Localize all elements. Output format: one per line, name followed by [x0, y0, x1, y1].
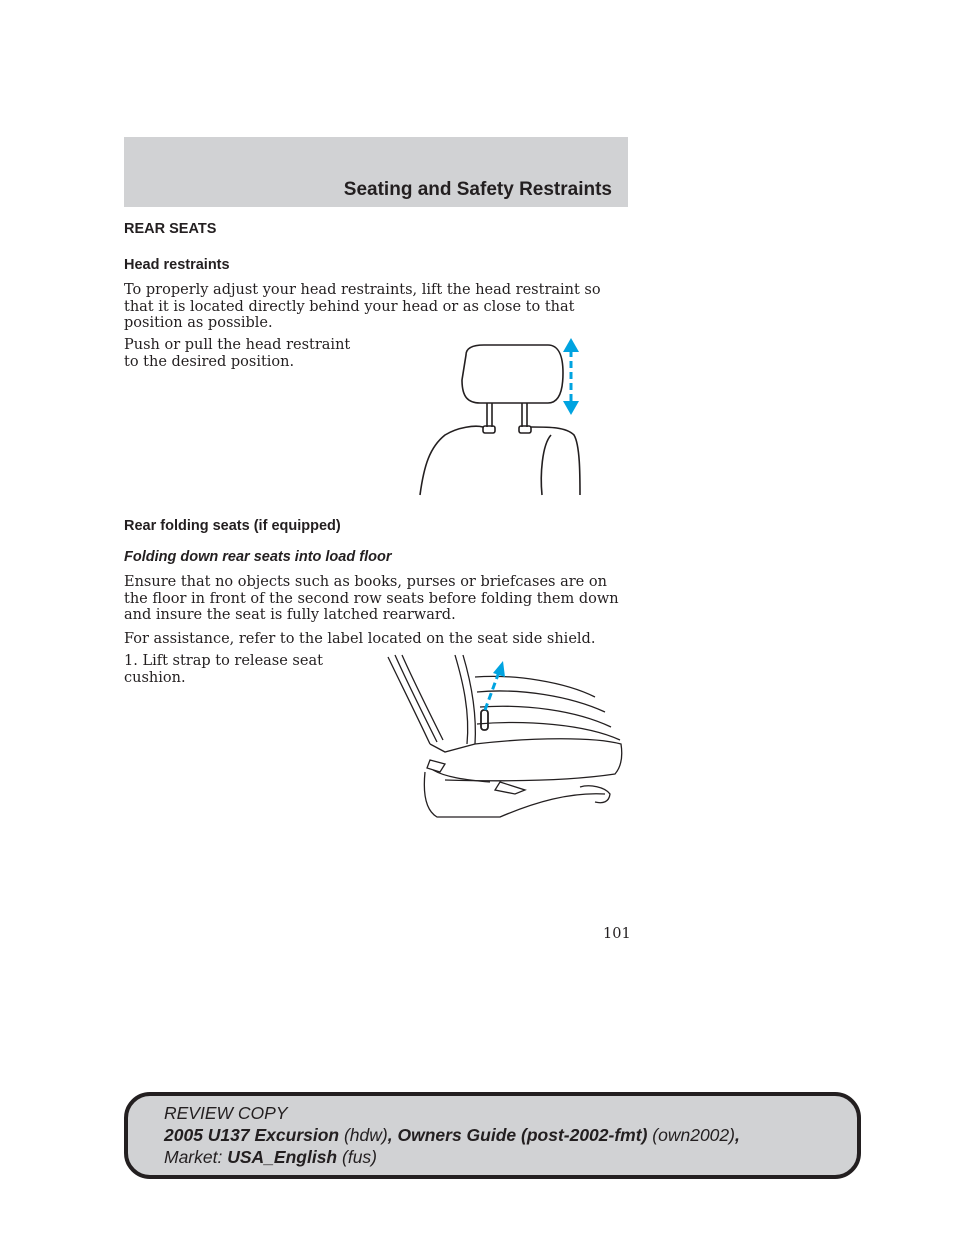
footer-model: 2005 U137 Excursion: [164, 1125, 340, 1145]
page-number: 101: [603, 926, 631, 942]
footer-guide-code: (own2002): [652, 1125, 735, 1145]
head-restraints-heading: Head restraints: [124, 257, 230, 273]
rear-folding-heading: Rear folding seats (if equipped): [124, 518, 341, 534]
footer-market-label: Market:: [164, 1147, 223, 1167]
head-restraints-paragraph: To properly adjust your head restraints, lift the head restraint so that it is located directly behind your head or as close to that position as possible.: [124, 282, 601, 331]
footer-model-code: (hdw): [343, 1125, 388, 1145]
footer-guide: Owners Guide (post-2002-fmt): [397, 1125, 648, 1145]
head-restraints-instruction: Push or pull the head restraint to the desired position.: [124, 337, 351, 370]
rear-folding-paragraph: Ensure that no objects such as books, purses or briefcases are on the floor in front of the second row seats before folding them down and insure the seat is fully latched rearward.: [124, 574, 619, 623]
footer-market-line: [164, 1146, 740, 1168]
folding-down-subheading: Folding down rear seats into load floor: [124, 549, 392, 565]
page-header-title: Seating and Safety Restraints: [343, 179, 612, 200]
footer-market-code: (fus): [342, 1147, 377, 1167]
release-strap-icon: [481, 710, 488, 730]
section-title: REAR SEATS: [124, 221, 217, 237]
footer-market: USA_English: [227, 1147, 338, 1167]
footer-separator: ,: [734, 1125, 740, 1145]
assistance-paragraph: For assistance, refer to the label located on the seat side shield.: [124, 631, 596, 647]
header-band: [124, 137, 628, 207]
lift-arrow-icon: [485, 661, 505, 710]
step-1-text: 1. Lift strap to release seat cushion.: [124, 653, 323, 686]
head-restraint-illustration: [410, 335, 590, 500]
rear-seat-strap-illustration: [385, 652, 630, 822]
up-down-arrow-icon: [563, 338, 579, 415]
footer-review-copy: REVIEW COPY: [164, 1103, 288, 1123]
footer-model-line: [164, 1124, 740, 1146]
review-copy-footer: [124, 1092, 861, 1179]
footer-separator: ,: [387, 1125, 393, 1145]
